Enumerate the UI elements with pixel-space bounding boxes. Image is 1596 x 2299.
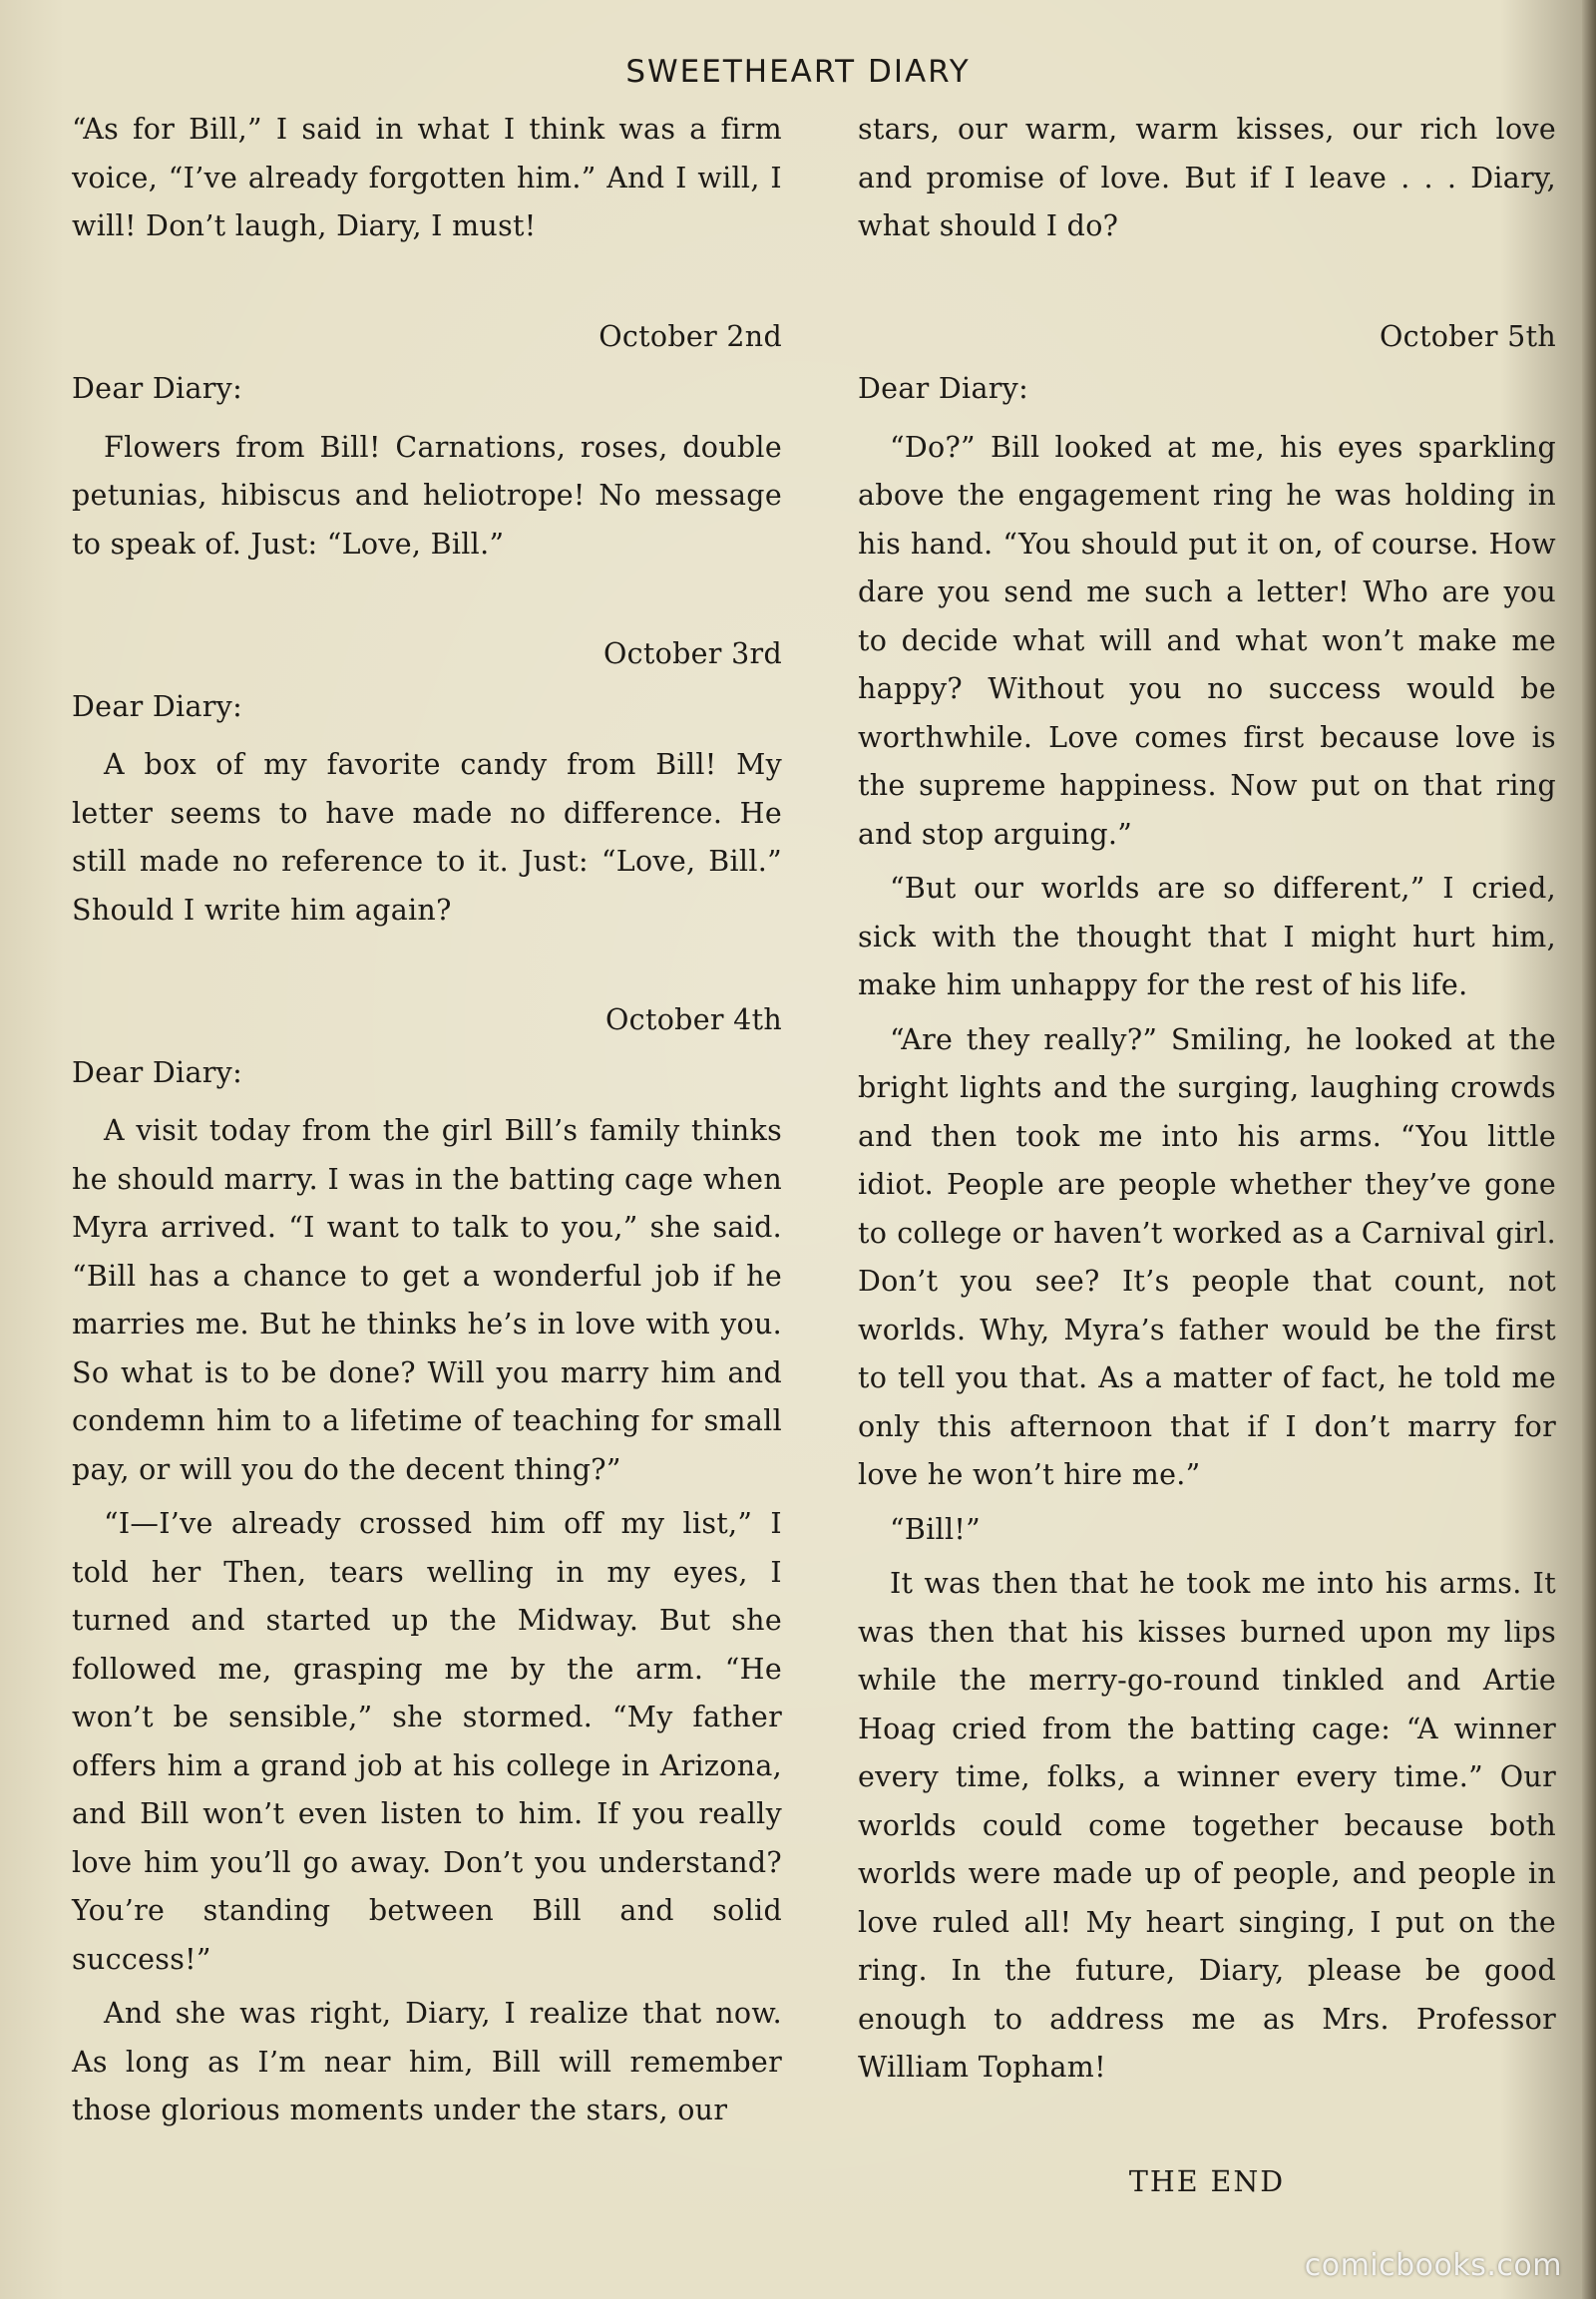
salutation-october-4th: Dear Diary: <box>72 1055 242 1089</box>
entry-october-4th-paragraph-3: And she was right, Diary, I realize that now. As long as I’m near him, Bill will remember those glorious moments under the stars, our <box>72 1997 782 2126</box>
salutation-october-2nd: Dear Diary: <box>72 372 242 405</box>
entry-october-4th-paragraph-1: A visit today from the girl Bill’s family thinks he should marry. I was in the batting cage when Myra arrived. “I want to talk to you,” she said. “Bill has a chance to get a wonderful job if he marries me. But he thinks he’s in love with you. So what is to be done? Will you marry him and condemn him to a lifetime of teaching for small pay, or will you do the decent thing?” <box>72 1114 782 1486</box>
entry-october-5th-paragraph-2: “But our worlds are so different,” I cried, sick with the thought that I might hurt him, make him unhappy for the rest of his life. <box>858 872 1556 1001</box>
intro-paragraph: “As for Bill,” I said in what I think was a firm voice, “I’ve already forgotten him.” And I will, I will! Don’t laugh, Diary, I must! <box>72 113 782 242</box>
left-column <box>72 106 782 2135</box>
page-header: SWEETHEART DIARY <box>625 54 971 90</box>
entry-october-5th-paragraph-5: It was then that he took me into his arms. It was then that his kisses burned upon my lips while the merry-go-round tinkled and Artie Hoag cried from the batting cage: “A winner every time, folks, a winner every time.” Our worlds could come together because both worlds were made up of people, and people in love ruled all! My heart singing, I put on the ring. In the future, Diary, please be good enough to address me as Mrs. Professor William Topham! <box>858 1567 1556 2084</box>
entry-october-5th-paragraph-3: “Are they really?” Smiling, he looked at the bright lights and the surging, laughing crowds and then took me into his arms. “You little idiot. People are people whether they’ve gone to college or haven’t worked as a Carnival girl. Don’t you see? It’s people that count, not worlds. Why, Myra’s father would be the first to tell you that. As a matter of fact, he told me only this afternoon that if I don’t marry for love he won’t hire me.” <box>858 1022 1556 1491</box>
continued-paragraph: stars, our warm, warm kisses, our rich love and promise of love. But if I leave . . . Diary, what should I do? <box>858 113 1556 242</box>
salutation-october-5th: Dear Diary: <box>858 372 1028 405</box>
the-end-label: THE END <box>1128 2164 1286 2198</box>
date-october-5th: October 5th <box>1380 319 1556 353</box>
page-edge-shadow <box>1582 0 1596 2299</box>
entry-october-5th-paragraph-4: “Bill!” <box>890 1512 981 1546</box>
entry-october-5th-paragraph-1: “Do?” Bill looked at me, his eyes sparkling above the engagement ring he was holding in his hand. “You should put it on, of course. How dare you send me such a letter! Who are you to decide what will and what won’t make me happy? Without you no success would be worthwhile. Love comes first because love is the supreme happiness. Now put on that ring and stop arguing.” <box>858 430 1556 851</box>
date-october-4th: October 4th <box>605 1003 782 1036</box>
date-october-2nd: October 2nd <box>598 319 782 353</box>
watermark: comicbooks.com <box>1304 2248 1562 2283</box>
entry-october-4th-paragraph-2: “I—I’ve already crossed him off my list,” I told her Then, tears welling in my eyes, I turned and started up the Midway. But she followed me, grasping me by the arm. “He won’t be sensible,” she stormed. “My father offers him a grand job at his college in Arizona, and Bill won’t even listen to him. If you really love him you’ll go away. Don’t you understand? You’re standing between Bill and solid success!” <box>72 1507 782 1976</box>
right-column <box>858 106 1556 2206</box>
entry-october-2nd-paragraph: Flowers from Bill! Carnations, roses, double petunias, hibiscus and heliotrope! No message to speak of. Just: “Love, Bill.” <box>72 430 782 561</box>
entry-october-3rd-paragraph: A box of my favorite candy from Bill! My letter seems to have made no difference. He still made no reference to it. Just: “Love, Bill.” Should I write him again? <box>72 748 782 927</box>
date-october-3rd: October 3rd <box>602 637 782 670</box>
salutation-october-3rd: Dear Diary: <box>72 689 242 723</box>
